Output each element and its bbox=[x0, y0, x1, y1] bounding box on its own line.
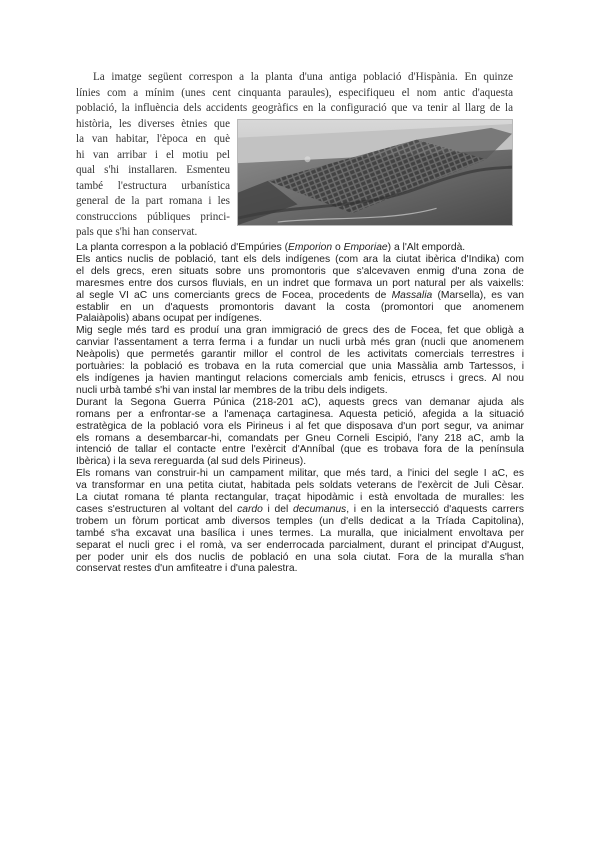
answer-line: Neàpolis) que permetés garantir millor el control de les activitats comercials terrestres i bbox=[76, 349, 524, 361]
text-run: o bbox=[332, 242, 344, 253]
answer-line: Mig segle més tard es produí una gran immigració de grecs des de Focea, fet que obligà a bbox=[76, 325, 524, 337]
prompt-line: línies com a mínim (unes cent cinquanta paraules), especifiqueu el nom antic d'aquesta bbox=[76, 86, 513, 99]
emphasis: cardo bbox=[237, 503, 263, 515]
answer-line: conservat restes d'un amfiteatre i d'una palestra. bbox=[76, 563, 298, 575]
prompt-line: també l'estructura urbanística bbox=[76, 179, 230, 192]
aerial-site-photo bbox=[237, 119, 513, 226]
text-run: ) a l'Alt empordà. bbox=[387, 242, 466, 253]
answer-line: portuàries: la població es trobava en la ruta comercial que unia Massàlia amb Tartessos, i bbox=[76, 361, 524, 373]
prompt-line: general de la part romana i les bbox=[76, 195, 230, 207]
prompt-wrapped-text bbox=[76, 117, 230, 241]
aerial-photo-drawing bbox=[238, 120, 512, 225]
answer-line: els indígenes ja havien mantingut relacions comercials amb fenicis, etruscs i grecs. Al nou bbox=[76, 372, 524, 384]
answer-line: intenció de tallar el contacte entre l'exèrcit d'Anníbal (que es trobava fora de la península bbox=[76, 444, 524, 456]
answer-line bbox=[76, 504, 524, 516]
answer-line: els romans a desembarcar-hi, comandats per Gneu Corneli Escipió, l'any 218 aC, amb la bbox=[76, 432, 524, 444]
text-run: al segle VI aC uns comerciants grecs de Focea, procedents de bbox=[76, 289, 392, 301]
prompt-line: La imatge següent correspon a la planta d'una antiga població d'Hispània. En quinze bbox=[93, 71, 513, 83]
emphasis: decumanus bbox=[292, 503, 347, 515]
prompt-line: la van habitar, l'època en què bbox=[76, 133, 230, 145]
prompt-line: pals que s'hi han conservat. bbox=[76, 226, 198, 238]
answer-line: Els romans van construir-hi un campament militar, que més tard, a l'inici del segle I aC, es bbox=[76, 468, 524, 480]
answer-line: maresmes entre dos cursos fluvials, en un indret que formava un port natural per als vaixells: bbox=[76, 277, 524, 289]
answer-line bbox=[76, 290, 524, 302]
text-run: (Marsella), es van bbox=[432, 289, 524, 301]
text-run: , i en la intersecció d'aquests carrers bbox=[346, 503, 524, 515]
emphasis: Emporion bbox=[288, 242, 333, 253]
answer-line: La ciutat romana té planta rectangular, traçat hipodàmic i està envoltada de muralles: les bbox=[76, 492, 524, 504]
answer-line: per poder unir els dos nuclis de població en una sola ciutat. Fora de la muralla s'han bbox=[76, 551, 524, 563]
emphasis: Emporiae bbox=[343, 242, 388, 253]
answer-line: nucli urbà també s'hi van instal lar membres de la tribu dels indigets. bbox=[76, 384, 388, 396]
answer-line: Els antics nuclis de població, tant els dels indígenes (com ara la ciutat ibèrica d'Indika) com bbox=[76, 253, 524, 265]
answer-line: separat el nucli grec i el romà, va ser enderrocada parcialment, durant el principat d'August, bbox=[76, 539, 524, 551]
prompt-line: història, les diverses ètnies que bbox=[76, 117, 230, 130]
answer-line: Palaiàpolis) abans ocupat per indígenes. bbox=[76, 313, 263, 325]
answer-line: Ibèrica) i la seva rereguarda (al sud dels Pirineus). bbox=[76, 456, 307, 468]
answer-line: establir en un d'aquests promontoris davant la costa (promontori que anomenem bbox=[76, 301, 524, 313]
prompt-line: població, la influència dels accidents geogràfics en la configuració que va tenir al llarg de la bbox=[76, 102, 513, 114]
answer-line: Durant la Segona Guerra Púnica (218-201 aC), aquests grecs van demanar ajuda als bbox=[76, 396, 524, 408]
answer-text bbox=[76, 242, 524, 575]
answer-line bbox=[76, 242, 524, 254]
exercise-prompt bbox=[76, 70, 513, 241]
prompt-line: qual s'hi installaren. Esmenteu bbox=[76, 164, 230, 176]
answer-line: va transformar en una petita ciutat, habitada pels soldats veterans de l'exèrcit de Juli Cèsar. bbox=[76, 480, 524, 492]
text-run: i del bbox=[262, 503, 293, 515]
emphasis: Massalia bbox=[391, 289, 433, 301]
answer-line: canviar l'assentament a terra ferma i a fundar un nucli urbà més gran (nucli que anomenem bbox=[76, 337, 524, 349]
text-run: cases s'estructuren al voltant del bbox=[76, 503, 238, 515]
prompt-line: construccions públiques princi- bbox=[76, 210, 230, 223]
prompt-line: hi van arribar i el motiu pel bbox=[76, 148, 230, 161]
answer-line: estratègica de la població vora els Pirineus i al fet que disposava d'un port segur, va animar bbox=[76, 420, 524, 432]
answer-line: trobem un fòrum porticat amb diversos temples (un d'ells dedicat a la Tríada Capitolina), bbox=[76, 515, 524, 527]
answer-line: també s'ha excavat una basílica i unes termes. La muralla, que inicialment envoltava per bbox=[76, 527, 524, 539]
answer-line: el dels grecs, eren situats sobre uns promontoris que s'alcevaven enmig d'una zona de bbox=[76, 265, 524, 277]
text-run: La planta correspon a la població d'Empúries ( bbox=[76, 242, 289, 253]
answer-line: romans per a enfrontar-se a l'amenaça cartaginesa. Aquesta petició, afegida a la situació bbox=[76, 408, 524, 420]
